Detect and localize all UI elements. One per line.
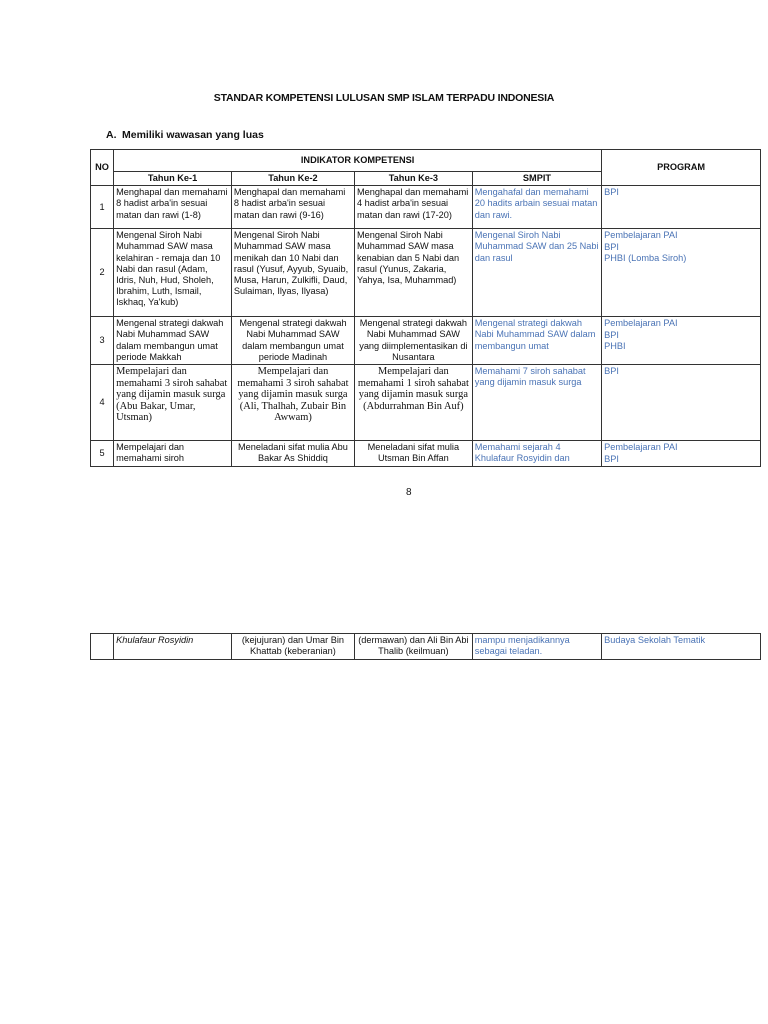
header-indikator: INDIKATOR KOMPETENSI bbox=[114, 150, 602, 172]
cell-tahun-2: Mengenal Siroh Nabi Muhammad SAW masa menikah dan 10 Nabi dan rasul (Yusuf, Ayyub, Syuaib, Musa, Harun, Zulkifli, Daud, Sulaiman, Ilyas, Ilyasa) bbox=[231, 229, 354, 317]
cell-tahun-3: Mempelajari dan memahami 1 siroh sahabat yang dijamin masuk surga (Abdurrahman Bin Auf) bbox=[354, 365, 472, 441]
row-number bbox=[91, 634, 114, 660]
table-row bbox=[91, 441, 761, 467]
program-item: Pembelajaran PAI bbox=[604, 318, 678, 329]
table-row bbox=[91, 317, 761, 365]
cell-tahun-1: Mengenal Siroh Nabi Muhammad SAW masa kelahiran - remaja dan 10 Nabi dan rasul (Adam, Idris, Nuh, Hud, Sholeh, Ibrahim, Luth, Ismail, Iskhaq, Ya'kub) bbox=[114, 229, 232, 317]
cell-program bbox=[602, 634, 761, 660]
cell-smpit: Mengahafal dan memahami 20 hadits arbain sesuai matan dan rawi. bbox=[472, 186, 601, 229]
cell-tahun-3: Menghapal dan memahami 4 hadist arba'in sesuai matan dan rawi (17-20) bbox=[354, 186, 472, 229]
cell-tahun-3: (dermawan) dan Ali Bin Abi Thalib (keilmuan) bbox=[354, 634, 472, 660]
program-item: BPI bbox=[604, 187, 619, 198]
header-no: NO bbox=[91, 150, 114, 186]
program-item: PHBI bbox=[604, 341, 626, 352]
program-item: Budaya Sekolah Tematik bbox=[604, 635, 706, 645]
cell-tahun-2: Mempelajari dan memahami 3 siroh sahabat yang dijamin masuk surga (Ali, Thalhah, Zubair Bin Awwam) bbox=[231, 365, 354, 441]
cell-tahun-2: Meneladani sifat mulia Abu Bakar As Shiddiq bbox=[231, 441, 354, 467]
cell-tahun-1: Menghapal dan memahami 8 hadist arba'in sesuai matan dan rawi (1-8) bbox=[114, 186, 232, 229]
row-number: 3 bbox=[91, 317, 114, 365]
cell-smpit: Memahami 7 siroh sahabat yang dijamin masuk surga bbox=[472, 365, 601, 441]
header-smpit: SMPIT bbox=[472, 172, 601, 186]
cell-tahun-3: Meneladani sifat mulia Utsman Bin Affan bbox=[354, 441, 472, 467]
program-item: BPI bbox=[604, 329, 619, 340]
cell-program bbox=[602, 365, 761, 441]
row-number: 1 bbox=[91, 186, 114, 229]
program-item: Pembelajaran PAI bbox=[604, 230, 678, 241]
row-number: 4 bbox=[91, 365, 114, 441]
header-program: PROGRAM bbox=[602, 150, 761, 186]
cell-smpit: Memahami sejarah 4 Khulafaur Rosyidin dan bbox=[472, 441, 601, 467]
program-item: BPI bbox=[604, 453, 619, 464]
competency-table bbox=[90, 149, 761, 467]
cell-tahun-2: (kejujuran) dan Umar Bin Khattab (keberanian) bbox=[231, 634, 354, 660]
cell-tahun-3: Mengenal strategi dakwah Nabi Muhammad SAW yang diimplementasikan di Nusantara bbox=[354, 317, 472, 365]
cell-program bbox=[602, 317, 761, 365]
program-item: BPI bbox=[604, 241, 619, 252]
section-heading-text: Memiliki wawasan yang luas bbox=[122, 129, 264, 141]
cell-tahun-2: Mengenal strategi dakwah Nabi Muhammad SAW dalam membangun umat periode Madinah bbox=[231, 317, 354, 365]
cell-tahun-2: Menghapal dan memahami 8 hadist arba'in sesuai matan dan rawi (9-16) bbox=[231, 186, 354, 229]
header-tahun-2: Tahun Ke-2 bbox=[231, 172, 354, 186]
cell-smpit: Mengenal Siroh Nabi Muhammad SAW dan 25 Nabi dan rasul bbox=[472, 229, 601, 317]
cell-program bbox=[602, 186, 761, 229]
document-title: STANDAR KOMPETENSI LULUSAN SMP ISLAM TERPADU INDONESIA bbox=[213, 92, 555, 104]
table-row bbox=[91, 365, 761, 441]
cell-smpit: mampu menjadikannya sebagai teladan. bbox=[472, 634, 601, 660]
cell-tahun-3: Mengenal Siroh Nabi Muhammad SAW masa kenabian dan 5 Nabi dan rasul (Yunus, Zakaria, Yahya, Isa, Muhammad) bbox=[354, 229, 472, 317]
program-item: PHBI (Lomba Siroh) bbox=[604, 253, 687, 264]
cell-tahun-1: Mempelajari dan memahami siroh bbox=[114, 441, 232, 467]
cell-tahun-1: Khulafaur Rosyidin bbox=[114, 634, 232, 660]
section-letter: A. bbox=[106, 129, 117, 141]
cell-tahun-1: Mempelajari dan memahami 3 siroh sahabat yang dijamin masuk surga (Abu Bakar, Umar, Utsman) bbox=[114, 365, 232, 441]
table-row bbox=[91, 186, 761, 229]
row-number: 5 bbox=[91, 441, 114, 467]
header-tahun-1: Tahun Ke-1 bbox=[114, 172, 232, 186]
program-item: Pembelajaran PAI bbox=[604, 442, 678, 453]
cell-program bbox=[602, 229, 761, 317]
program-item: BPI bbox=[604, 366, 619, 377]
cell-smpit: Mengenal strategi dakwah Nabi Muhammad SAW dalam membangun umat bbox=[472, 317, 601, 365]
table-row bbox=[91, 634, 761, 660]
cell-tahun-1: Mengenal strategi dakwah Nabi Muhammad SAW dalam membangun umat periode Makkah bbox=[114, 317, 232, 365]
competency-table-continuation bbox=[90, 633, 761, 660]
table-row bbox=[91, 229, 761, 317]
header-tahun-3: Tahun Ke-3 bbox=[354, 172, 472, 186]
cell-program bbox=[602, 441, 761, 467]
section-heading bbox=[106, 129, 264, 141]
row-number: 2 bbox=[91, 229, 114, 317]
page-marker: 8 bbox=[406, 487, 412, 498]
